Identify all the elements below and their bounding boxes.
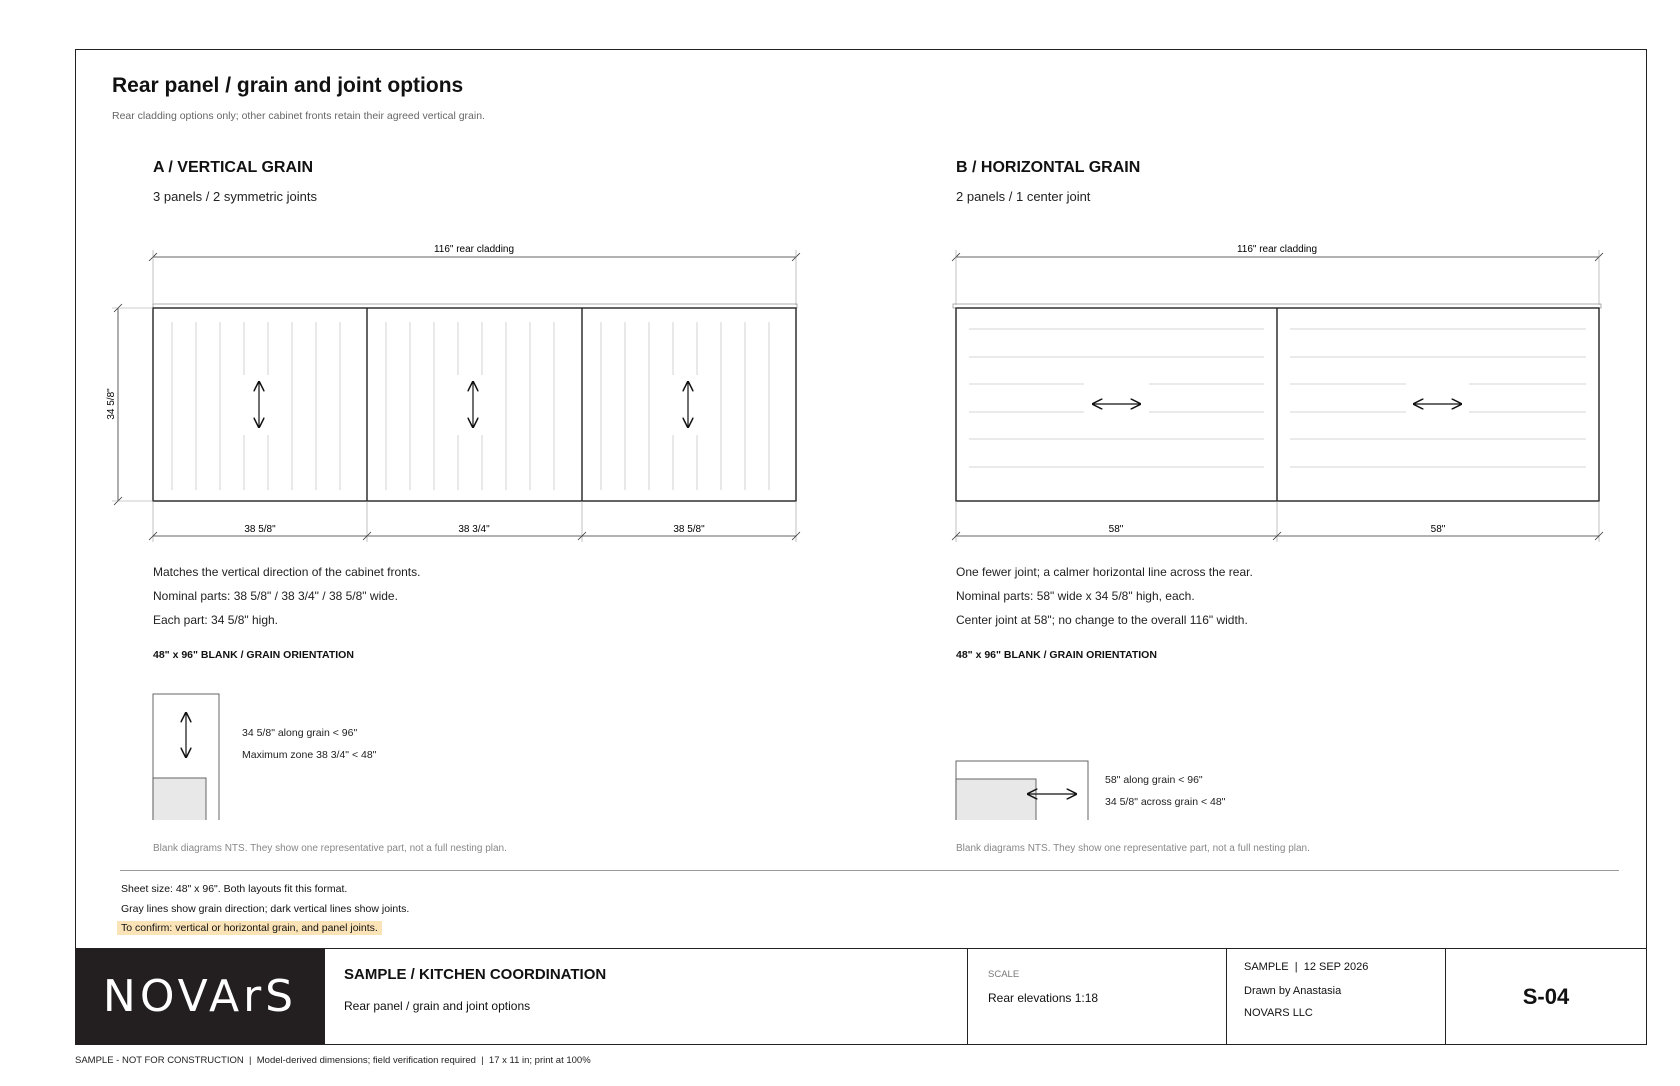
option-b-overall-dim: 116" rear cladding bbox=[1236, 244, 1318, 255]
scale-cell bbox=[968, 949, 1227, 1045]
divider bbox=[120, 870, 1619, 871]
option-a-blank-note: Maximum zone 38 3/4" < 48" bbox=[242, 749, 377, 761]
vertical-grain-lines bbox=[172, 322, 769, 490]
page-subtitle: Rear cladding options only; other cabinet fronts retain their agreed vertical grain. bbox=[112, 110, 485, 122]
title-block bbox=[76, 948, 1646, 1045]
scale-label: SCALE bbox=[988, 969, 1020, 980]
sheet-title: Rear panel / grain and joint options bbox=[344, 999, 531, 1013]
disclaimer-note: SAMPLE - NOT FOR CONSTRUCTION | Model-derived dimensions; field verification required | 17 x 11 in; print at 100% bbox=[75, 1055, 591, 1066]
option-b-blank-note: 58" along grain < 96" bbox=[1105, 774, 1203, 786]
option-b-elevation bbox=[952, 244, 1603, 542]
general-notes bbox=[121, 880, 409, 939]
option-a-blank-diagram bbox=[153, 694, 219, 820]
confirm-note-highlight: To confirm: vertical or horizontal grain, and panel joints. bbox=[117, 921, 382, 935]
option-b-blank-note: 34 5/8" across grain < 48" bbox=[1105, 796, 1226, 808]
project-cell bbox=[324, 949, 968, 1045]
company-name: NOVARS LLC bbox=[1244, 1007, 1313, 1019]
drawn-by: Drawn by Anastasia bbox=[1244, 985, 1342, 997]
option-a-nts-note: Blank diagrams NTS. They show one representative part, not a full nesting plan. bbox=[153, 843, 507, 854]
option-b-heading: B / HORIZONTAL GRAIN bbox=[956, 159, 1141, 176]
option-b-note: Center joint at 58"; no change to the overall 116" width. bbox=[956, 613, 1248, 627]
project-name: SAMPLE / KITCHEN COORDINATION bbox=[344, 966, 607, 983]
info-cell bbox=[1227, 949, 1446, 1045]
option-a-blank-heading: 48" x 96" BLANK / GRAIN ORIENTATION bbox=[153, 649, 354, 661]
logo-text: NOVArS bbox=[102, 971, 298, 1022]
option-b-panel-dim: 58" bbox=[1430, 524, 1446, 535]
option-b-blank-notes bbox=[1105, 769, 1225, 813]
option-a-blank-note: 34 5/8" along grain < 96" bbox=[242, 727, 358, 739]
option-a-blank-notes bbox=[242, 722, 376, 766]
general-note: Gray lines show grain direction; dark vertical lines show joints. bbox=[121, 902, 410, 915]
option-a-note: Matches the vertical direction of the cabinet fronts. bbox=[153, 565, 421, 579]
elevations-drawing bbox=[76, 50, 1646, 570]
option-b-blank-heading: 48" x 96" BLANK / GRAIN ORIENTATION bbox=[956, 649, 1157, 661]
option-b-note: One fewer joint; a calmer horizontal line across the rear. bbox=[956, 565, 1253, 579]
company-logo bbox=[76, 949, 325, 1045]
drawing-sheet bbox=[75, 49, 1647, 1045]
option-b-panel-dim: 58" bbox=[1108, 524, 1124, 535]
option-a-panel-dim: 38 3/4" bbox=[458, 524, 490, 535]
option-a-note: Nominal parts: 38 5/8" / 38 3/4" / 38 5/8" wide. bbox=[153, 589, 398, 603]
scale-value: Rear elevations 1:18 bbox=[988, 991, 1099, 1005]
option-a-panel-dim: 38 5/8" bbox=[673, 524, 705, 535]
option-b-nts-note: Blank diagrams NTS. They show one representative part, not a full nesting plan. bbox=[956, 843, 1310, 854]
option-a-overall-dim: 116" rear cladding bbox=[433, 244, 515, 255]
option-a-height-dim: 34 5/8" bbox=[106, 388, 117, 420]
status-date: SAMPLE | 12 SEP 2026 bbox=[1244, 961, 1369, 973]
page-title: Rear panel / grain and joint options bbox=[112, 74, 464, 97]
option-a-elevation bbox=[106, 244, 800, 542]
sheet-number: S-04 bbox=[1522, 984, 1570, 1009]
option-b-notes bbox=[956, 560, 1253, 632]
option-b-note: Nominal parts: 58" wide x 34 5/8" high, each. bbox=[956, 589, 1195, 603]
option-a-note: Each part: 34 5/8" high. bbox=[153, 613, 279, 627]
option-b-blank-diagram bbox=[956, 761, 1088, 820]
option-a-panel-dim: 38 5/8" bbox=[244, 524, 276, 535]
option-a-subheading: 3 panels / 2 symmetric joints bbox=[153, 189, 318, 204]
option-a-heading: A / VERTICAL GRAIN bbox=[153, 159, 314, 176]
general-note: Sheet size: 48" x 96". Both layouts fit this format. bbox=[121, 883, 348, 895]
option-a-notes bbox=[153, 560, 420, 632]
option-b-subheading: 2 panels / 1 center joint bbox=[956, 189, 1091, 204]
